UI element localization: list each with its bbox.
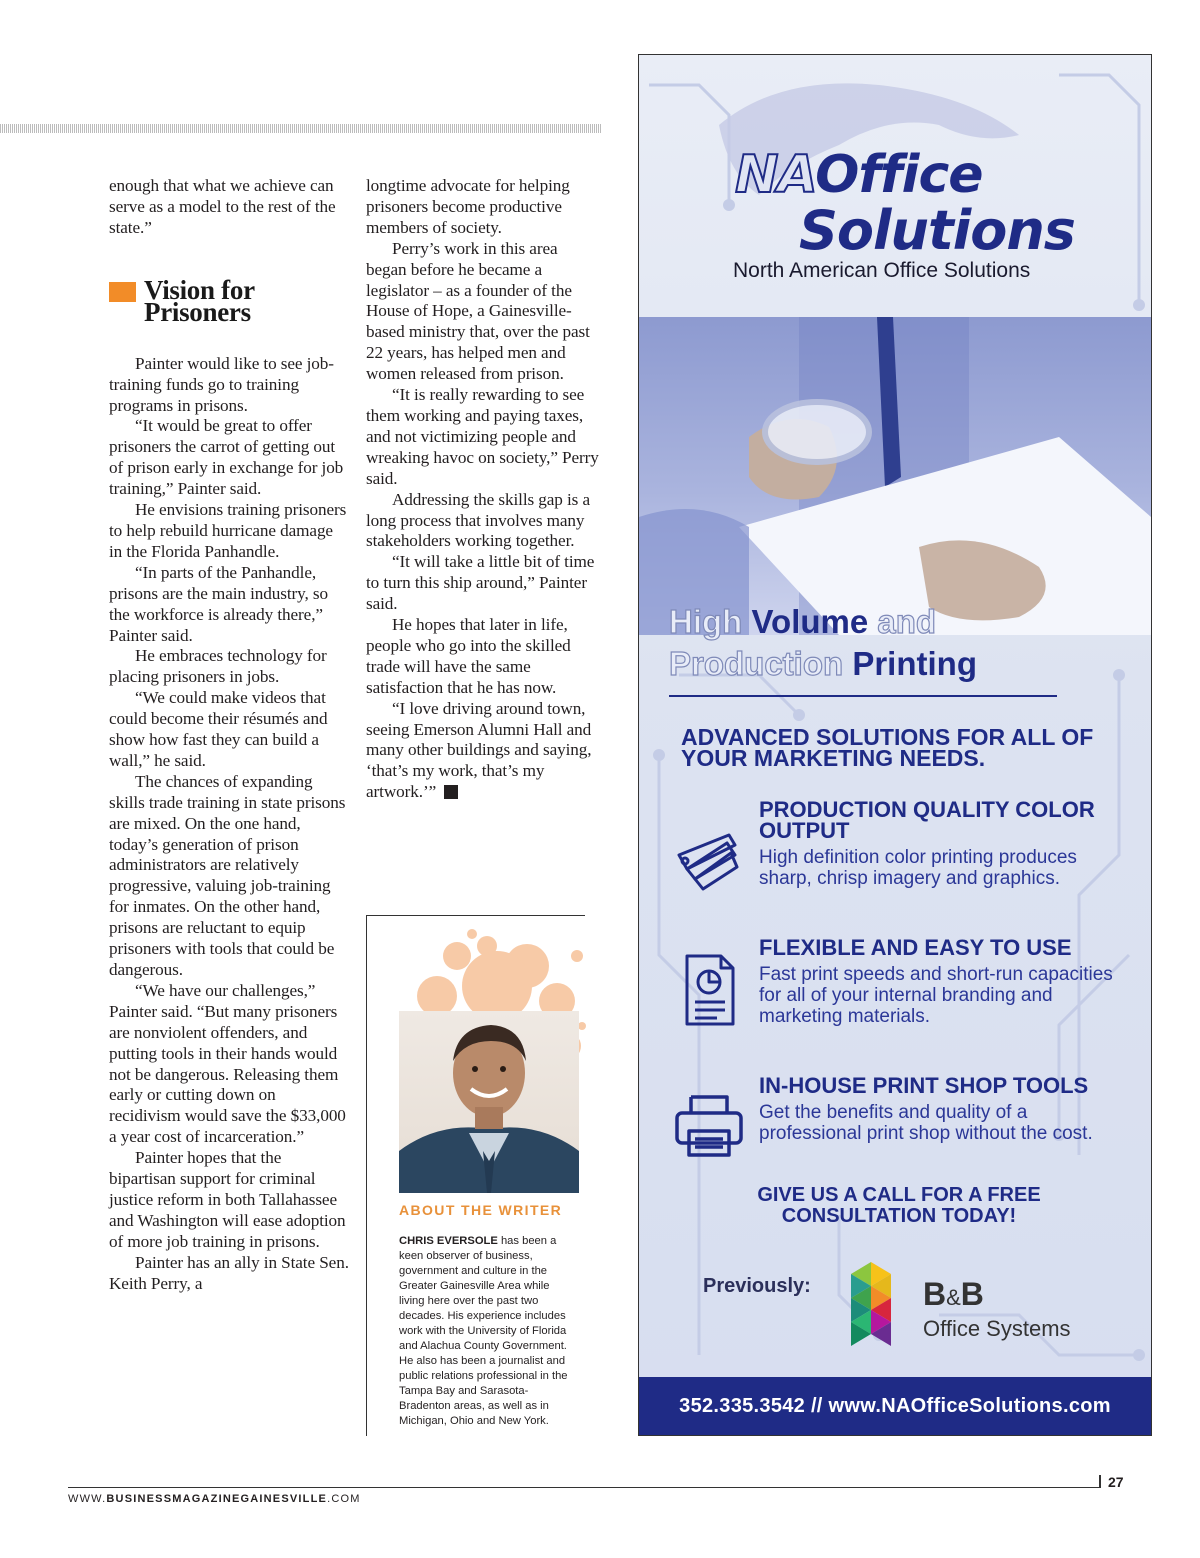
feature-print-shop <box>759 1075 1129 1144</box>
contact-bar[interactable]: 352.335.3542 // www.NAOfficeSolutions.com <box>639 1377 1151 1435</box>
footer-rule <box>68 1487 1100 1488</box>
header-hatch-rule <box>0 124 602 133</box>
writer-name: CHRIS EVERSOLE <box>399 1235 498 1247</box>
advertisement[interactable] <box>638 54 1152 1436</box>
logo-office: Office <box>815 145 983 205</box>
paragraph: “It will take a little bit of time to turn this ship around,” Painter said. <box>366 552 595 614</box>
article-column-2 <box>366 176 602 803</box>
footer-tick <box>1099 1475 1101 1488</box>
paragraph: “In parts of the Panhandle, prisons are the main industry, so the workforce is already there,” Painter said. <box>109 562 328 645</box>
bb-letter-1: B <box>923 1276 947 1312</box>
paragraph: He hopes that later in life, people who go into the skilled trade will have the same satisfaction that he has now. <box>366 615 571 697</box>
paragraph: “We could make videos that could become their résumés and show how fast they can build a wall,” he said. <box>109 688 328 770</box>
paragraph: Painter has an ally in State Sen. Keith Perry, a <box>109 1252 349 1293</box>
bb-name <box>923 1277 1071 1315</box>
url-bold: BUSINESSMAGAZINEGAINESVILLE <box>106 1493 328 1505</box>
paragraph-text: “I love driving around town, seeing Emerson Alumni Hall and many other buildings and saying, ‘that’s my work, that’s my artwork.’” <box>366 698 592 802</box>
url-prefix: WWW. <box>68 1493 107 1505</box>
bb-letter-2: B <box>960 1276 984 1312</box>
call-to-action: GIVE US A CALL FOR A FREE CONSULTATION TODAY! <box>757 1184 1041 1227</box>
heading-text: Vision for Prisoners <box>144 274 255 327</box>
feature-title: IN-HOUSE PRINT SHOP TOOLS <box>759 1073 1089 1098</box>
feature-title: FLEXIBLE AND EASY TO USE <box>759 935 1072 960</box>
about-writer-box <box>366 915 585 1436</box>
paragraph-last <box>366 699 602 804</box>
headline-and: and <box>877 603 937 640</box>
writer-bio-text: has been a keen observer of business, government and culture in the Greater Gainesville Area while living here over the past two decades. His experience includes work with the University of Florida and Alachua County Government. He also has been a journalist and public relations professional in the Tampa Bay and Sarasota-Bradenton areas, as well as in Michigan, Ohio and New York. <box>399 1235 568 1427</box>
bb-logo-icon <box>841 1260 901 1355</box>
feature-desc: Fast print speeds and short-run capacities for all of your internal branding and marketing materials. <box>759 964 1113 1027</box>
document-chart-icon <box>669 950 749 1030</box>
headline-high: High <box>669 603 743 640</box>
paragraph: Addressing the skills gap is a long process that involves many stakeholders working together. <box>366 489 590 551</box>
headline-printing-word: Printing <box>852 645 977 682</box>
headline-line-2 <box>669 643 977 685</box>
logo-na: NA <box>735 145 816 205</box>
headline-printing <box>669 601 977 685</box>
feature-desc: High definition color printing produces sharp, chrisp imagery and graphics. <box>759 847 1077 889</box>
printer-icon <box>669 1085 749 1165</box>
advanced-solutions-heading: ADVANCED SOLUTIONS FOR ALL OF YOUR MARKETING NEEDS. <box>681 724 1094 771</box>
headline-underline <box>669 695 1057 697</box>
paragraph: “It would be great to offer prisoners the carrot of getting out of prison early in exchange for job training,” Painter said. <box>109 416 344 499</box>
writer-bio <box>399 1234 575 1429</box>
headline-volume: Volume <box>751 603 869 640</box>
paragraph: Perry’s work in this area began before he became a legislator – as a founder of the House of Hope, a Gainesville-based ministry that, over the past 22 years, has helped men and women released from prison. <box>366 238 590 384</box>
feature-title: PRODUCTION QUALITY COLOR OUTPUT <box>759 797 1095 843</box>
heading-square-icon <box>109 282 136 302</box>
logo-subtitle: North American Office Solutions <box>733 259 1031 282</box>
paragraph: He envisions training prisoners to help rebuild hurricane damage in the Florida Panhandle. <box>109 500 347 561</box>
feature-flexible <box>759 937 1129 1027</box>
previously-label: Previously: <box>703 1275 811 1297</box>
about-writer-title: ABOUT THE WRITER <box>399 1202 563 1218</box>
headline-line-1 <box>669 601 977 643</box>
logo-line-2: Solutions <box>799 199 1075 262</box>
feature-color-output <box>759 799 1129 889</box>
feature-desc: Get the benefits and quality of a professional print shop without the cost. <box>759 1102 1093 1144</box>
page-number: 27 <box>1108 1474 1124 1490</box>
paragraph: “It is really rewarding to see them working and paying taxes, and not victimizing people and wreaking havoc on society,” Perry said. <box>366 385 599 488</box>
end-mark-icon: B <box>444 785 458 799</box>
bb-ampersand: & <box>946 1285 961 1310</box>
color-swatch-icon <box>669 815 749 895</box>
paragraph: He embraces technology for placing prisoners in jobs. <box>109 646 327 687</box>
bb-subtitle: Office Systems <box>923 1316 1071 1341</box>
magnifier-illustration <box>639 317 1151 635</box>
bb-office-systems <box>923 1277 1071 1343</box>
paragraph: The chances of expanding skills trade training in state prisons are mixed. On the one hand, today’s generation of prison administrators are relatively progressive, valuing job-training for inmates. On the other hand, prisons are reluctant to equip prisoners with tools that could be dangerous. <box>109 771 346 979</box>
portrait-illustration <box>399 1011 579 1193</box>
paragraph: longtime advocate for helping prisoners become productive members of society. <box>366 176 570 237</box>
paragraph: “We have our challenges,” Painter said. “But many prisoners are nonviolent offenders, and putting tools in their hands would not be dangerous. Releasing them early or cutting down on recidivism would save the $33,000 a year cost of incarceration.” <box>109 980 346 1147</box>
headline-production: Production <box>669 645 844 682</box>
footer-url[interactable] <box>68 1493 361 1505</box>
magnifier-photo <box>639 317 1151 635</box>
section-heading <box>109 274 349 327</box>
writer-portrait <box>399 1011 579 1193</box>
logo-line-1 <box>735 145 983 205</box>
article-column-1 <box>109 176 349 1295</box>
paragraph: Painter hopes that the bipartisan support for criminal justice reform in both Tallahassee and Washington will ease adoption of more job training in prisons. <box>109 1148 346 1251</box>
paragraph: Painter would like to see job-training funds go to training programs in prisons. <box>109 353 334 415</box>
paragraph: enough that what we achieve can serve as a model to the rest of the state.” <box>109 176 336 237</box>
url-suffix: .COM <box>327 1493 361 1505</box>
